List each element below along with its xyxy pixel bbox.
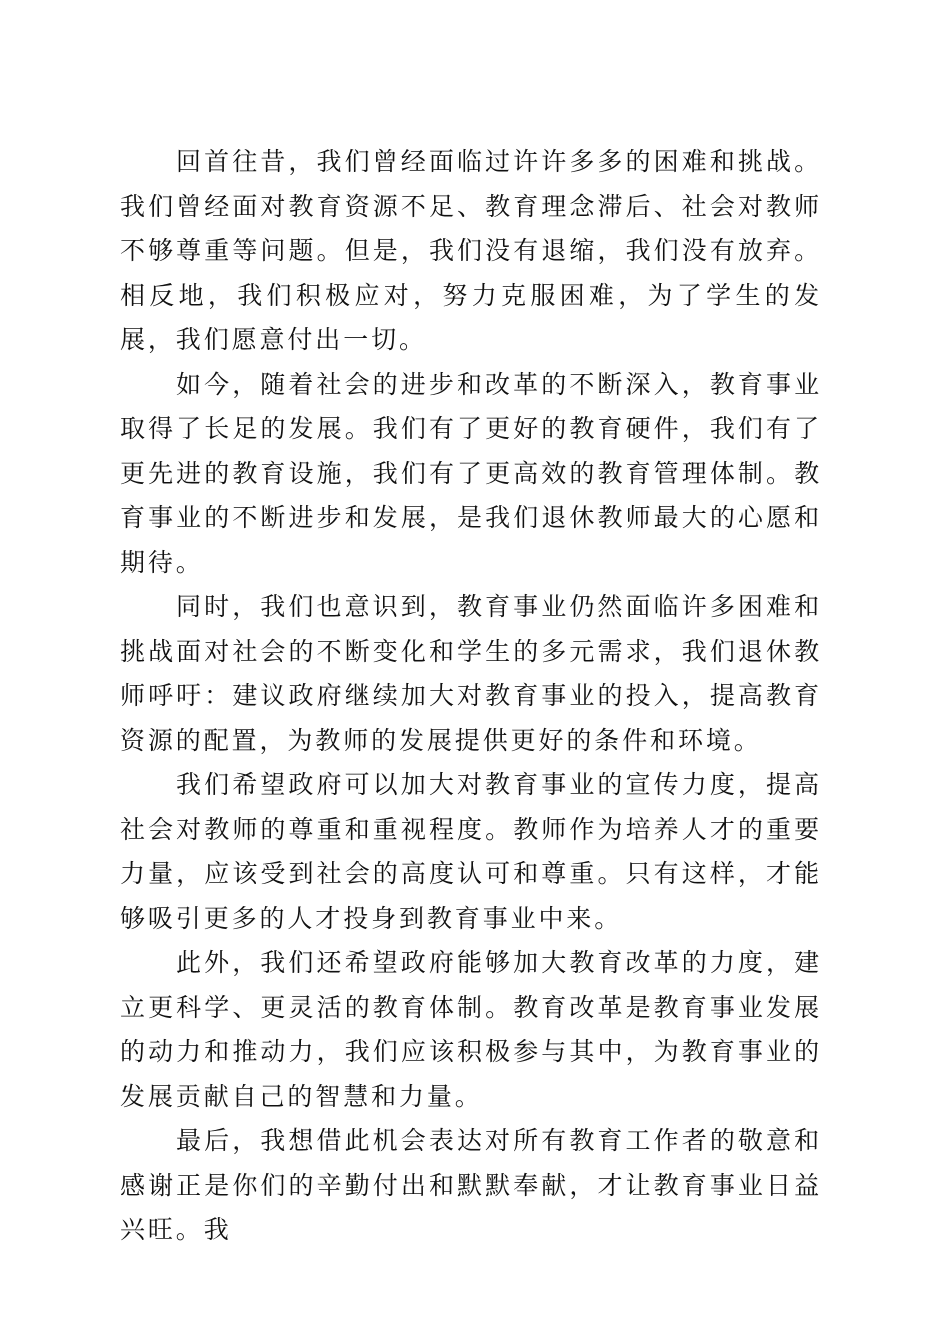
paragraph-3: 同时，我们也意识到，教育事业仍然面临许多困难和挑战面对社会的不断变化和学生的多元需求，我们退休教师呼吁：建议政府继续加大对教育事业的投入，提高教育资源的配置，为教师的发展提供更好的条件和环境。 xyxy=(120,592,822,755)
paragraph-2: 如今，随着社会的进步和改革的不断深入，教育事业取得了长足的发展。我们有了更好的教育硬件，我们有了更先进的教育设施，我们有了更高效的教育管理体制。教育事业的不断进步和发展，是我们退休教师最大的心愿和期待。 xyxy=(120,369,822,577)
document-body xyxy=(120,140,822,1253)
paragraph-1: 回首往昔，我们曾经面临过许许多多的困难和挑战。我们曾经面对教育资源不足、教育理念滞后、社会对教师不够尊重等问题。但是，我们没有退缩，我们没有放弃。相反地，我们积极应对，努力克服困难，为了学生的发展，我们愿意付出一切。 xyxy=(120,147,822,354)
paragraph-6: 最后，我想借此机会表达对所有教育工作者的敬意和感谢正是你们的辛勤付出和默默奉献，才让教育事业日益兴旺。我 xyxy=(120,1126,822,1244)
paragraph-4: 我们希望政府可以加大对教育事业的宣传力度，提高社会对教师的尊重和重视程度。教师作为培养人才的重要力量，应该受到社会的高度认可和尊重。只有这样，才能够吸引更多的人才投身到教育事业中来。 xyxy=(120,770,822,933)
paragraph-5: 此外，我们还希望政府能够加大教育改革的力度，建立更科学、更灵活的教育体制。教育改革是教育事业发展的动力和推动力，我们应该积极参与其中，为教育事业的发展贡献自己的智慧和力量。 xyxy=(120,948,822,1111)
